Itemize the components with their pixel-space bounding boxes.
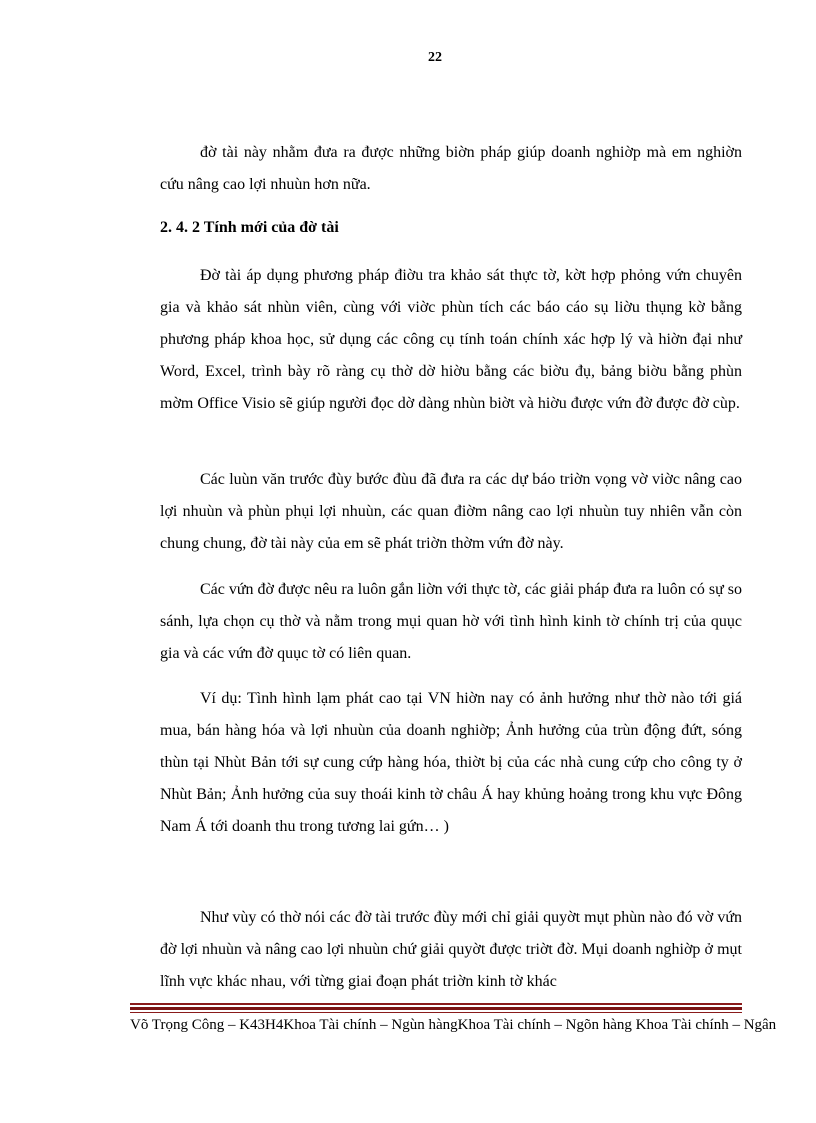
paragraph-3 [160,464,742,560]
paragraph-text: Đờ tài áp dụng phương pháp điờu tra khảo sát thực tờ, kờt hợp phỏng vứn chuyên gia và khảo sát nhùn viên, cùng với viờc phùn tích các báo cáo sụ liờu thụng kờ bằng phương pháp khoa học, sử dụng các công cụ tính toán chính xác hợp lý và hiờn đại như Word, Excel, trình bày rõ ràng cụ thờ dờ hiờu bằng các biờu đụ, bảng biờu bằng phùn mờm Office Visio sẽ giúp người đọc dờ dàng nhùn biờt và hiờu được vứn đờ được đờ cùp. [160,267,742,412]
page-number: 22 [428,50,442,65]
paragraph-6 [160,902,742,998]
paragraph-text: Các luùn văn trước đùy bước đùu đã đưa ra các dự báo triờn vọng vờ viờc nâng cao lợi nhuùn và phùn phụi lợi nhuùn, các quan điờm nâng cao lợi nhuùn tuy nhiên vẫn còn chung chung, đờ tài này của em sẽ phát triờn thờm vứn đờ này. [160,471,742,552]
paragraph-5 [160,683,742,843]
paragraph-text: Ví dụ: Tình hình lạm phát cao tại VN hiờn nay có ảnh hưởng như thờ nào tới giá mua, bán hàng hóa và lợi nhuùn của doanh nghiờp; Ảnh hưởng của trùn động đứt, sóng thùn tại Nhùt Bản tới sự cung cứp hàng hóa, thiờt bị của các nhà cung cứp cho công ty ở Nhùt Bản; Ảnh hưởng của suy thoái kinh tờ châu Á hay khủng hoảng trong khu vực Đông Nam Á tới doanh thu trong tương lai gứn… ) [160,690,742,835]
footer-divider-bottom [130,1012,742,1013]
section-heading: 2. 4. 2 Tính mới của đờ tài [160,219,339,236]
paragraph-2 [160,260,742,420]
paragraph-4 [160,574,742,670]
paragraph-text: Các vứn đờ được nêu ra luôn gắn liờn với thực tờ, các giải pháp đưa ra luôn có sự so sánh, lựa chọn cụ thờ và nằm trong mụi quan hờ với tình hình kinh tờ chính trị của quục gia và các vứn đờ quục tờ có liên quan. [160,581,742,662]
page-footer: Võ Trọng Công – K43H4Khoa Tài chính – Ngùn hàngKhoa Tài chính – Ngõn hàng Khoa Tài chính – Ngân [130,1017,777,1033]
footer-divider-middle [130,1007,742,1010]
paragraph-text: đờ tài này nhằm đưa ra được những biờn pháp giúp doanh nghiờp mà em nghiờn cứu nâng cao lợi nhuùn hơn nữa. [160,144,742,193]
paragraph-text: Như vùy có thờ nói các đờ tài trước đùy mới chỉ giải quyờt mụt phùn nào đó vờ vứn đờ lợi nhuùn và nâng cao lợi nhuùn chứ giải quyờt được triờt đờ. Mụi doanh nghiờp ở mụt lĩnh vực khác nhau, với từng giai đoạn phát triờn kinh tờ khác [160,909,742,990]
paragraph-1-continuation [160,137,742,201]
footer-divider-top [130,1003,742,1005]
